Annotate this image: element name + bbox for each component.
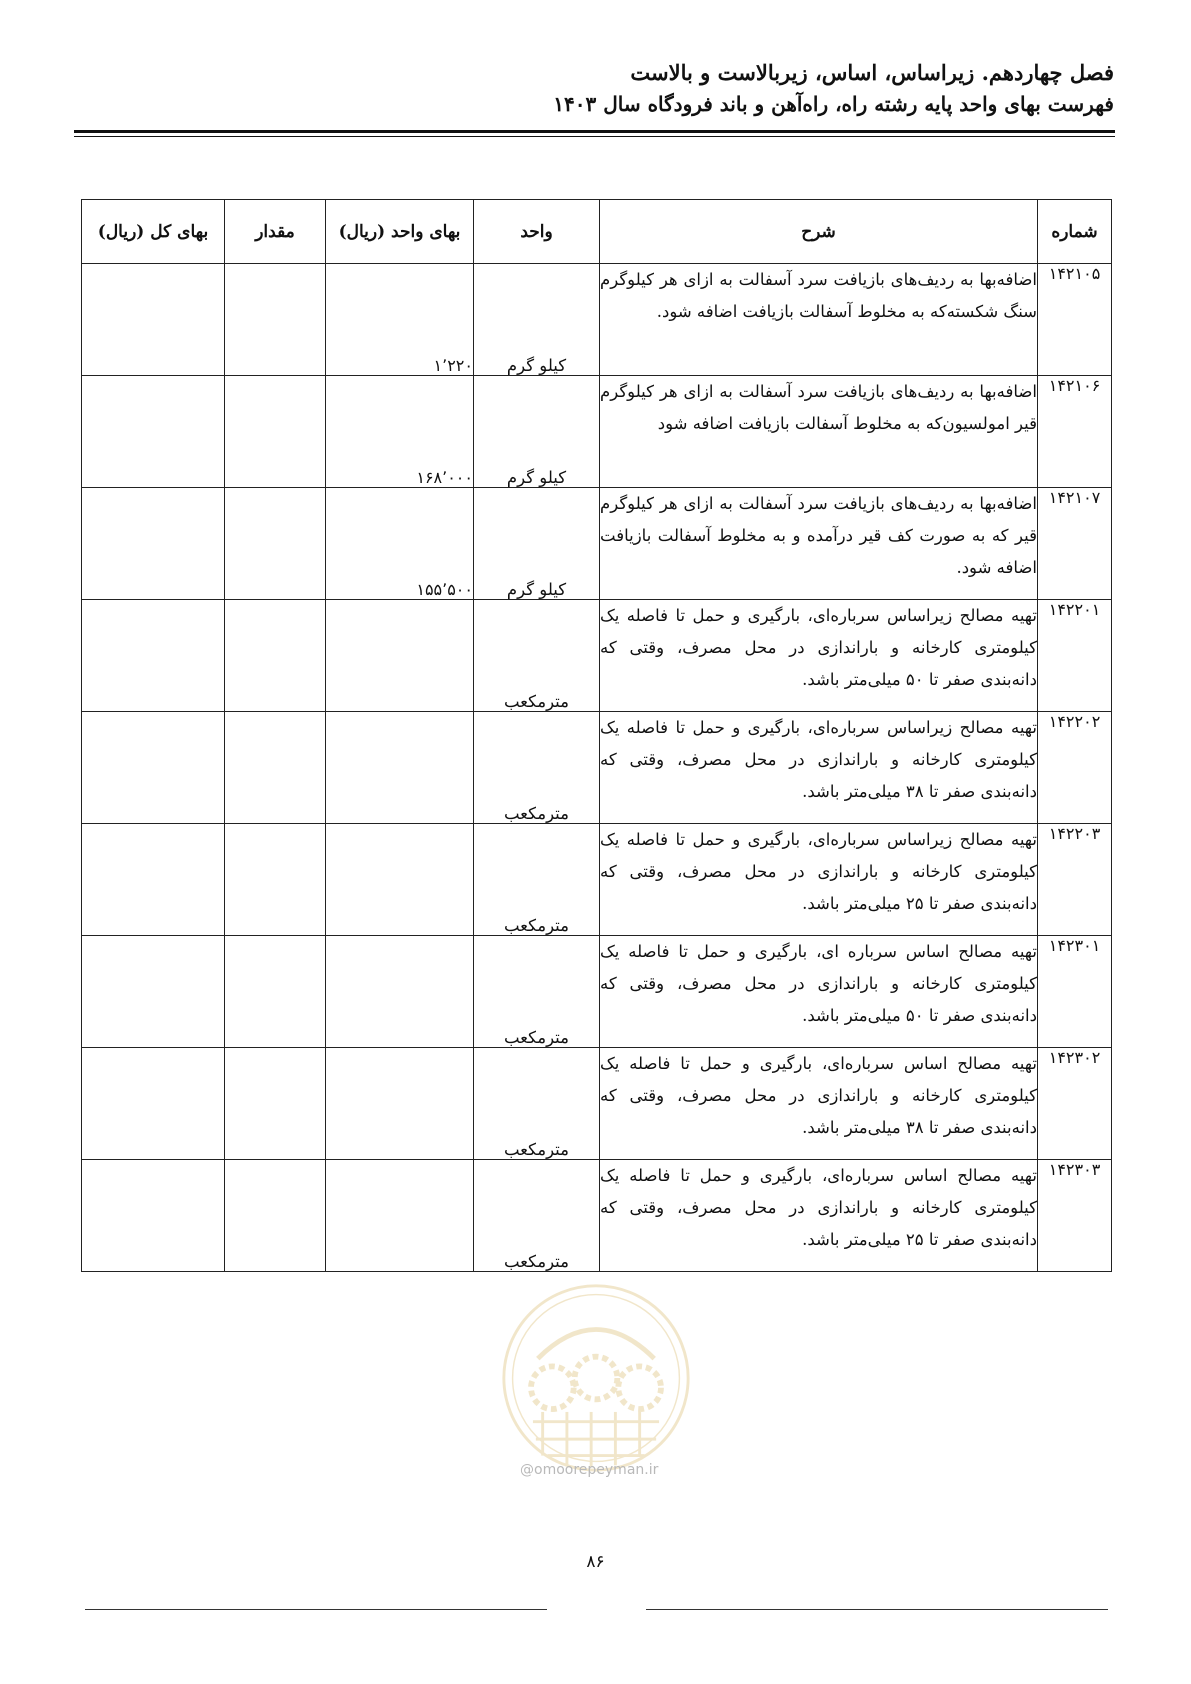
footer-rule-right (646, 1609, 1108, 1610)
table-row (82, 264, 1112, 376)
item-unit-price (326, 824, 474, 936)
item-unit-price: ۱۶۸٬۰۰۰ (326, 376, 474, 488)
item-description: تهیه مصالح زیراساس سربار‌ه‌ای، بارگیری و حمل تا فاصله یک کیلومتری کارخانه و باراندازی در محل مصرف، وقتی که دانه‌بندی صفر تا ۵۰ میلی‌متر باشد. (600, 600, 1038, 712)
item-code: ۱۴۲۱۰۷ (1038, 488, 1112, 600)
item-unit: کیلو گرم (474, 264, 600, 376)
item-unit: کیلو گرم (474, 376, 600, 488)
col-header-unit-price: بهای واحد (ریال) (326, 200, 474, 264)
item-description: تهیه مصالح اساس سربار‌ه‌ای، بارگیری و حمل تا فاصله یک کیلومتری کارخانه و باراندازی در محل مصرف، وقتی که دانه‌بندی صفر تا ۳۸ میلی‌متر باشد. (600, 1048, 1038, 1160)
table-row (82, 936, 1112, 1048)
col-header-code: شماره (1038, 200, 1112, 264)
item-code: ۱۴۲۳۰۱ (1038, 936, 1112, 1048)
item-code: ۱۴۲۱۰۶ (1038, 376, 1112, 488)
item-description: اضافه‌بها به ردیف‌های بازیافت سرد آسفالت به ازای هر کیلوگرم سنگ شکسته‌که به مخلوط آسفالت بازیافت اضافه شود. (600, 264, 1038, 376)
item-unit-price (326, 936, 474, 1048)
item-unit-price (326, 600, 474, 712)
footer-rule-left (85, 1609, 547, 1610)
item-total (82, 488, 225, 600)
item-description: اضافه‌بها به ردیف‌های بازیافت سرد آسفالت به ازای هر کیلوگرم قیر که به صورت کف قیر درآمده و به مخلوط آسفالت بازیافت اضافه شود. (600, 488, 1038, 600)
col-header-unit: واحد (474, 200, 600, 264)
table-row (82, 824, 1112, 936)
item-quantity (225, 824, 326, 936)
table-row (82, 1160, 1112, 1272)
item-unit-price (326, 1160, 474, 1272)
item-quantity (225, 1160, 326, 1272)
chapter-title: فصل چهاردهم. زیراساس، اساس، زیربالاست و بالاست (630, 60, 1114, 85)
item-total (82, 824, 225, 936)
item-code: ۱۴۲۲۰۳ (1038, 824, 1112, 936)
header-rule-thick (74, 130, 1115, 133)
item-unit: کیلو گرم (474, 488, 600, 600)
item-unit-price: ۱٬۲۲۰ (326, 264, 474, 376)
item-quantity (225, 488, 326, 600)
item-unit: مترمکعب (474, 936, 600, 1048)
col-header-desc: شرح (600, 200, 1038, 264)
item-unit: مترمکعب (474, 1160, 600, 1272)
item-unit-price (326, 1048, 474, 1160)
item-unit: مترمکعب (474, 600, 600, 712)
item-description: تهیه مصالح زیراساس سربار‌ه‌ای، بارگیری و حمل تا فاصله یک کیلومتری کارخانه و باراندازی در محل مصرف، وقتی که دانه‌بندی صفر تا ۳۸ میلی‌متر باشد. (600, 712, 1038, 824)
item-total (82, 1160, 225, 1272)
item-description: اضافه‌بها به ردیف‌های بازیافت سرد آسفالت به ازای هر کیلوگرم قیر امولسیون‌که به مخلوط آسفالت بازیافت اضافه شود (600, 376, 1038, 488)
table-row (82, 376, 1112, 488)
col-header-qty: مقدار (225, 200, 326, 264)
watermark-logo (499, 1281, 693, 1475)
item-quantity (225, 712, 326, 824)
item-total (82, 1048, 225, 1160)
item-code: ۱۴۲۲۰۲ (1038, 712, 1112, 824)
table-row (82, 488, 1112, 600)
price-list-title: فهرست بهای واحد پایه رشته راه، راه‌آهن و باند فرودگاه سال ۱۴۰۳ (553, 92, 1114, 116)
item-description: تهیه مصالح زیراساس سربار‌ه‌ای، بارگیری و حمل تا فاصله یک کیلومتری کارخانه و باراندازی در محل مصرف، وقتی که دانه‌بندی صفر تا ۲۵ میلی‌متر باشد. (600, 824, 1038, 936)
page-number: ۸۶ (586, 1552, 605, 1572)
item-code: ۱۴۲۳۰۳ (1038, 1160, 1112, 1272)
item-unit-price (326, 712, 474, 824)
item-total (82, 936, 225, 1048)
item-total (82, 712, 225, 824)
table-header-row (82, 200, 1112, 264)
item-total (82, 600, 225, 712)
item-quantity (225, 264, 326, 376)
item-total (82, 376, 225, 488)
item-description: تهیه مصالح اساس سرباره ای، بارگیری و حمل تا فاصله یک کیلومتری کارخانه و باراندازی در محل مصرف، وقتی که دانه‌بندی صفر تا ۵۰ میلی‌متر باشد. (600, 936, 1038, 1048)
item-unit: مترمکعب (474, 824, 600, 936)
table-row (82, 1048, 1112, 1160)
item-code: ۱۴۲۲۰۱ (1038, 600, 1112, 712)
item-code: ۱۴۲۱۰۵ (1038, 264, 1112, 376)
item-quantity (225, 936, 326, 1048)
item-quantity (225, 1048, 326, 1160)
page-header (553, 58, 1114, 120)
item-unit: مترمکعب (474, 712, 600, 824)
header-rule-thin (74, 136, 1115, 137)
item-quantity (225, 376, 326, 488)
item-code: ۱۴۲۳۰۲ (1038, 1048, 1112, 1160)
watermark-website: @omoorepeyman.ir (520, 1462, 659, 1478)
item-quantity (225, 600, 326, 712)
item-unit: مترمکعب (474, 1048, 600, 1160)
item-unit-price: ۱۵۵٬۵۰۰ (326, 488, 474, 600)
table-row (82, 712, 1112, 824)
item-total (82, 264, 225, 376)
col-header-total: بهای کل (ریال) (82, 200, 225, 264)
item-description: تهیه مصالح اساس سربار‌ه‌ای، بارگیری و حمل تا فاصله یک کیلومتری کارخانه و باراندازی در محل مصرف، وقتی که دانه‌بندی صفر تا ۲۵ میلی‌متر باشد. (600, 1160, 1038, 1272)
table-row (82, 600, 1112, 712)
price-table (81, 199, 1112, 1272)
